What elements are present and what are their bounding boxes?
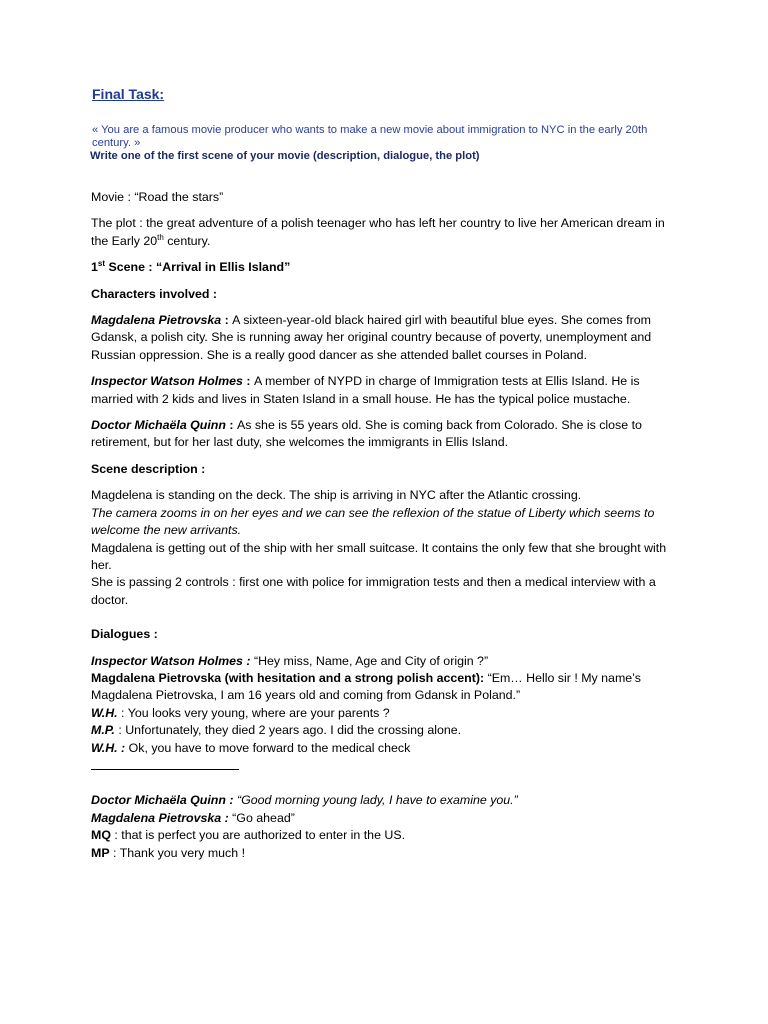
character-name: Magdalena Pietrovska (91, 313, 222, 328)
dialogue-text: Ok, you have to move forward to the medical check (125, 740, 411, 755)
task-instruction: Write one of the first scene of your movie (description, dialogue, the plot) (90, 150, 480, 162)
dialogue-text: “Em… Hello sir ! My name’s Magdalena Pietrovska, I am 16 years old and coming from Gdansk in Poland.” (91, 670, 641, 703)
character-magdalena (91, 312, 683, 364)
dialogue-text: “Hey miss, Name, Age and City of origin ?” (250, 653, 489, 668)
dialogue-speaker: Magdalena Pietrovska (with hesitation and a strong polish accent): (91, 670, 485, 685)
dialogue-text: : You looks very young, where are your parents ? (117, 705, 390, 720)
dialogue-speaker: Inspector Watson Holmes : (91, 653, 251, 668)
scene-title-line (91, 259, 683, 276)
description-line: Magdalena is getting out of the ship with her small suitcase. It contains the only few that she brought with her. (91, 540, 667, 572)
plot-paragraph (91, 215, 683, 250)
dialogue-line (91, 653, 683, 670)
character-separator: : (221, 313, 233, 328)
movie-title-line (91, 189, 683, 206)
plot-text: The plot : the great adventure of a polish teenager who has left her country to live her American dream in the Early 20 (91, 216, 665, 248)
plot-text-end: century. (163, 233, 211, 248)
dialogue-line (91, 705, 683, 722)
dialogue-line (91, 810, 683, 827)
character-description: As she is 55 years old. She is coming back from Colorado. She is close to retirement, but for her last duty, she welcomes the immigrants in Ellis Island. (91, 418, 642, 450)
scene-label: Scene : (105, 260, 156, 275)
dialogue-text: “Good morning young lady, I have to examine you.” (233, 793, 518, 808)
dialogue-text: : that is perfect you are authorized to enter in the US. (110, 828, 406, 843)
description-line: Magdelena is standing on the deck. The ship is arriving in NYC after the Atlantic crossing. (91, 488, 582, 503)
dialogue-line (91, 827, 683, 844)
dialogue-line (91, 740, 683, 757)
movie-label: Movie : (91, 190, 135, 204)
description-line: She is passing 2 controls : first one with police for immigration tests and then a medical interview with a doctor. (91, 575, 656, 607)
scene-number-suffix: st (97, 259, 106, 269)
scene-description-heading: Scene description : (91, 461, 206, 476)
character-description: A member of NYPD in charge of Immigration tests at Ellis Island. He is married with 2 kids and lives in Staten Island in a small house. He has the typical police mustache. (91, 374, 640, 406)
character-description: A sixteen-year-old black haired girl with beautiful blue eyes. She comes from Gdansk, a polish city. She is running away her original country because of poverty, unemployment and Russian oppression. She is a really good dancer as she attended ballet courses in Poland. (91, 313, 652, 362)
dialogue-speaker: W.H. (91, 705, 118, 720)
section-divider-line (91, 757, 683, 775)
plot-superscript: th (157, 232, 164, 242)
dialogue-speaker: MQ (91, 828, 111, 843)
character-michaela-quinn (91, 417, 683, 452)
scene-number: 1 (91, 260, 98, 275)
scene-title: “Arrival in Ellis Island” (156, 260, 291, 275)
dialogue-text: : Unfortunately, they died 2 years ago. I did the crossing alone. (114, 723, 462, 738)
description-camera-line: The camera zooms in on her eyes and we can see the reflexion of the statue of Liberty which seems to welcome the new arrivants. (91, 505, 655, 538)
dialogue-text: “Go ahead” (228, 810, 295, 825)
dialogue-speaker: M.P. (91, 723, 115, 738)
movie-title: “Road the stars” (134, 190, 224, 204)
dialogue-line (91, 792, 683, 809)
dialogue-speaker: W.H. : (91, 740, 126, 755)
character-separator: : (225, 418, 237, 433)
divider (91, 757, 239, 770)
characters-heading: Characters involved : (91, 286, 218, 301)
dialogues-heading: Dialogues : (91, 627, 158, 642)
task-prompt-quote: « You are a famous movie producer who wants to make a new movie about immigration to NYC in the early 20th century. » (92, 124, 648, 149)
character-separator: : (242, 374, 254, 389)
movie-script-body (91, 189, 683, 862)
dialogue-speaker: Magdalena Pietrovska : (91, 810, 229, 825)
dialogue-line (91, 845, 683, 862)
dialogue-speaker: Doctor Michaëla Quinn : (91, 793, 234, 808)
dialogue-text: : Thank you very much ! (109, 845, 246, 860)
final-task-title: Final Task: (92, 86, 165, 102)
character-watson-holmes (91, 373, 683, 408)
dialogue-line (91, 670, 683, 705)
character-name: Inspector Watson Holmes (91, 374, 243, 389)
character-name: Doctor Michaëla Quinn (91, 418, 226, 433)
dialogue-speaker: MP (91, 845, 110, 860)
dialogue-line (91, 722, 683, 739)
